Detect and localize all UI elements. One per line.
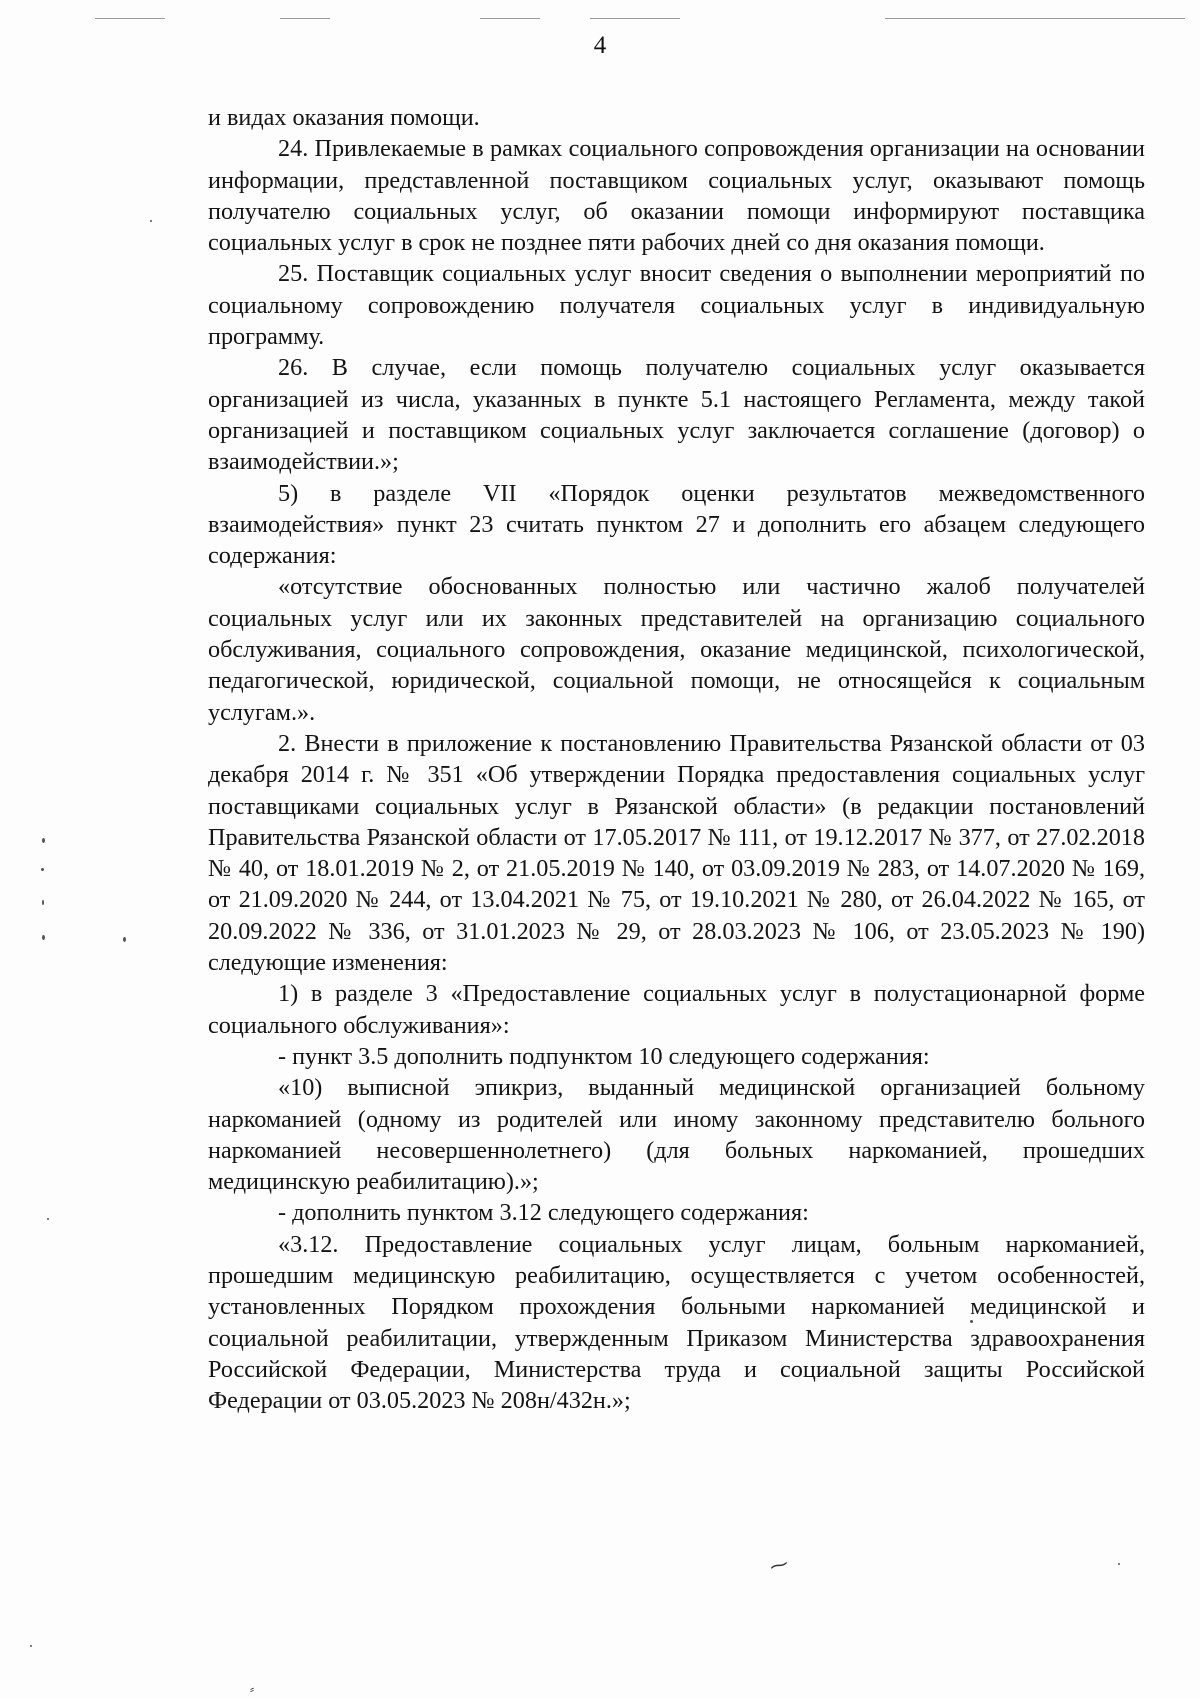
paragraph-quote-complaints: «отсутствие обоснованных полностью или частично жалоб получателей социальных услуг или их законных представителей на организацию социального обслуживания, социального сопровождения, оказание медицинской, психологической, педагогической, юридической, социальной помощи, не относящейся к социальным услугам.».	[208, 573, 1145, 726]
pen-mark: ⸗	[250, 1682, 254, 1696]
paragraph-quote-10: «10) выписной эпикриз, выданный медицинской организацией больному наркоманией (одному из родителей или иному законному представителю больного наркоманией несовершеннолетнего) (для больных наркоманией, прошедших медицинскую реабилитацию).»;	[208, 1074, 1145, 1196]
scan-speck	[1118, 1563, 1120, 1565]
paragraph-bullet-3-12: - дополнить пунктом 3.12 следующего содержания:	[278, 1199, 809, 1227]
scan-artifact-line	[95, 18, 165, 19]
scan-speck	[47, 1218, 49, 1220]
scan-speck	[42, 838, 45, 843]
paragraph-subitem-1: 1) в разделе 3 «Предоставление социальных услуг в полустационарной форме социального обслуживания»:	[208, 980, 1145, 1039]
paragraph-bullet-3-5: - пункт 3.5 дополнить подпунктом 10 следующего содержания:	[278, 1042, 930, 1070]
pen-mark: ⁓	[767, 1553, 791, 1578]
scan-speck	[970, 1320, 973, 1323]
paragraph-subitem-5: 5) в разделе VII «Порядок оценки результатов межведомственного взаимодействия» пункт 23 считать пунктом 27 и дополнить его абзацем следующего содержания:	[208, 479, 1145, 570]
paragraph-continuation: и видах оказания помощи.	[208, 104, 480, 131]
scan-artifact-line	[885, 18, 1185, 19]
paragraph-quote-3-12: «3.12. Предоставление социальных услуг лицам, больным наркоманией, прошедшим медицинскую реабилитацию, осуществляется с учетом особенностей, установленных Порядком прохождения больными наркоманией медицинской и социальной реабилитации, утвержденным Приказом Министерства здравоохранения Российской Федерации, Министерства труда и социальной защиты Российской Федерации от 03.05.2023 № 208н/432н.»;	[208, 1230, 1145, 1415]
scan-artifact-line	[480, 18, 540, 19]
paragraph-item-25: 25. Поставщик социальных услуг вносит сведения о выполнении мероприятий по социальному сопровождению получателя социальных услуг в индивидуальную программу.	[208, 260, 1145, 351]
scan-speck	[30, 1645, 32, 1647]
paragraph-item-26: 26. В случае, если помощь получателю социальных услуг оказывается организацией из числа, указанных в пункте 5.1 настоящего Регламента, между такой организацией и поставщиком социальных услуг заключается соглашение (договор) о взаимодействии.»;	[208, 354, 1145, 476]
scan-speck	[150, 220, 152, 222]
scan-artifact-line	[280, 18, 330, 19]
scan-speck	[42, 900, 44, 905]
document-body	[208, 102, 1145, 1416]
scan-speck	[42, 935, 45, 940]
paragraph-item-2: 2. Внести в приложение к постановлению Правительства Рязанской области от 03 декабря 2014 г. № 351 «Об утверждении Порядка предоставления социальных услуг поставщиками социальных услуг в Рязанской области» (в редакции постановлений Правительства Рязанской области от 17.05.2017 № 111, от 19.12.2017 № 377, от 27.02.2018 № 40, от 18.01.2019 № 2, от 21.05.2019 № 140, от 03.09.2019 № 283, от 14.07.2020 № 169, от 21.09.2020 № 244, от 13.04.2021 № 75, от 19.10.2021 № 280, от 26.04.2022 № 165, от 20.09.2022 № 336, от 31.01.2023 № 29, от 28.03.2023 № 106, от 23.05.2023 № 190) следующие изменения:	[208, 729, 1145, 977]
scan-artifact-line	[590, 18, 680, 19]
page-number: 4	[593, 32, 607, 59]
scan-speck	[41, 868, 44, 871]
paragraph-item-24: 24. Привлекаемые в рамках социального сопровождения организации на основании информации, представленной поставщиком социальных услуг, оказывают помощь получателю социальных услуг, об оказании помощи информируют поставщика социальных услуг в срок не позднее пяти рабочих дней со дня оказания помощи.	[208, 135, 1145, 257]
scan-speck	[123, 937, 126, 942]
